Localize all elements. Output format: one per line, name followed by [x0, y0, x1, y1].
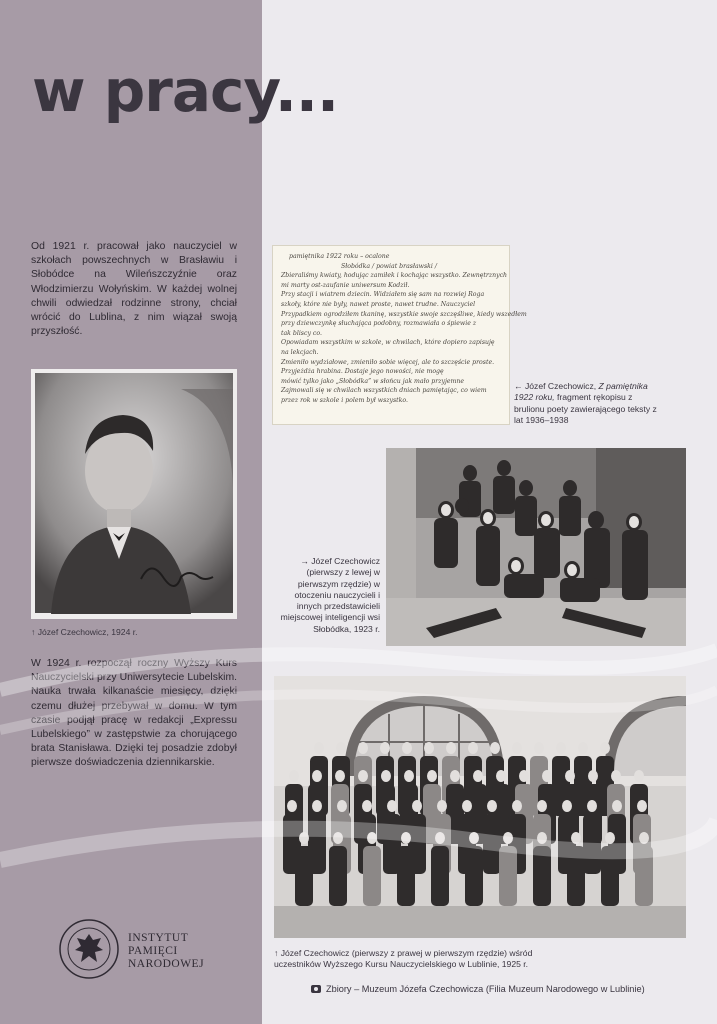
person-head	[503, 832, 513, 844]
manuscript-line: tak bliscy co.	[281, 329, 322, 337]
person-head	[473, 770, 483, 782]
person-head	[387, 800, 397, 812]
person-head	[469, 832, 479, 844]
manuscript-line: Zbieraliśmy kwiaty, hodując zamiłek i kochając wszystko. Zewnętrznych	[281, 272, 508, 280]
person-head	[556, 742, 566, 754]
person-figure	[431, 846, 449, 906]
person-head	[367, 832, 377, 844]
portrait-caption	[31, 627, 138, 638]
manuscript-caption-title: Z pamiętnika 1922 roku,	[514, 381, 648, 403]
course-group-illustration	[274, 676, 686, 938]
institute-name-line-1: INSTYTUT	[128, 932, 189, 944]
person-figure	[499, 846, 517, 906]
person-head	[333, 832, 343, 844]
person-head	[639, 832, 649, 844]
person-head	[412, 800, 422, 812]
manuscript-caption	[514, 381, 664, 426]
course-photo-caption-text: Józef Czechowicz (pierwszy z prawej w pierwszym rzędzie) wśród uczestników Wyższego Kursu Nauczycielskiego w Lublinie, 1925 r.	[274, 948, 533, 970]
person-figure	[465, 846, 483, 906]
institute-name	[128, 932, 204, 971]
person-head	[337, 800, 347, 812]
person-head	[358, 742, 368, 754]
person-head	[312, 800, 322, 812]
intro-paragraph: Od 1921 r. pracował jako nauczyciel w szkołach powszechnych w Brasławiu i Słobódce na Wileńszczyźnie oraz Włodzimierzu Wołyńskim. W każdej wolnej chwili odwiedzał rodzinne strony, chciał wrócić do Lublina, z nim wiązał swoją przyszłość.	[31, 241, 237, 338]
arrow-right-icon: →	[300, 556, 309, 566]
manuscript-caption-author: Józef Czechowicz,	[524, 381, 597, 391]
person-head	[335, 770, 345, 782]
institute-name-line-3: NARODOWEJ	[128, 958, 205, 970]
person-head	[401, 832, 411, 844]
person-figure	[533, 846, 551, 906]
person-head	[588, 770, 598, 782]
arrow-up-icon: ↑	[31, 627, 36, 637]
person-head	[299, 832, 309, 844]
manuscript-line: przy dziewczynkę słuchająca podobny, rozmawiała o śpiewie z	[281, 320, 477, 328]
manuscript-line: mówić tylko jako „Słobódka” w słońcu jak mało przyjemne	[281, 377, 465, 385]
portrait-caption-text: Józef Czechowicz, 1924 r.	[37, 627, 138, 637]
person-head	[587, 800, 597, 812]
person-head	[612, 800, 622, 812]
portrait-illustration	[31, 369, 237, 619]
person-figure	[295, 846, 313, 906]
person-head	[487, 800, 497, 812]
person-head	[424, 742, 434, 754]
manuscript-line: mi marty ost-zaufanie uniwersum Kodził.	[281, 281, 410, 289]
person-head	[468, 742, 478, 754]
person-head	[446, 742, 456, 754]
arrow-left-icon: ←	[514, 381, 523, 391]
person-head	[512, 800, 522, 812]
manuscript-line: Zajmowali się w chwilach wszystkich dniach pamiętając, co wiem	[281, 387, 487, 395]
institute-name-line-2: PAMIĘCI	[128, 945, 178, 957]
person-head	[519, 770, 529, 782]
person-head	[450, 770, 460, 782]
person-head	[537, 800, 547, 812]
manuscript-line: Opowiadam wszystkim w szkole, w chwilach, które dopiero zapisuję	[281, 339, 495, 347]
manuscript-line: Przy stacji i wiatrem dziecin. Widziałem się sam na rozwiej Roga	[281, 291, 485, 299]
page-title: w pracy...	[32, 57, 338, 125]
eagle-emblem-icon	[58, 918, 120, 980]
manuscript-line: Zmieniło wydziałowe, zmieniło sobie więcej, ale to szczęście proste.	[281, 358, 495, 366]
portrait-photo	[31, 369, 237, 619]
person-head	[462, 800, 472, 812]
arrow-up-icon: ↑	[274, 948, 279, 958]
person-head	[435, 832, 445, 844]
person-head	[314, 742, 324, 754]
person-figure	[583, 814, 601, 874]
person-head	[605, 832, 615, 844]
person-figure	[601, 846, 619, 906]
person-head	[537, 832, 547, 844]
person-figure	[635, 846, 653, 906]
person-head	[402, 742, 412, 754]
collection-credit	[311, 984, 645, 994]
person-head	[534, 742, 544, 754]
person-head	[289, 770, 299, 782]
person-head	[565, 770, 575, 782]
teachers-group-photo	[386, 448, 686, 646]
manuscript-caption-rest: fragment rękopisu z brulionu poety zawierającego teksty z lat 1936–1938	[514, 392, 657, 425]
manuscript-line: przez rok w szkole i polem był wszystko.	[281, 396, 409, 404]
person-head	[637, 800, 647, 812]
course-paragraph: W 1924 r. rozpoczął roczny Wyższy Kurs Nauczycielski przy Uniwersytecie Lubelskim. Nauka trwała kilkanaście miesięcy, dzięki czemu dłużej przebywał w domu. W tym czasie podjął pracę w redakcji „Expressu Lubelskiego” w zastępstwie za chorującego brata Stanisława. Dzięki tej posadzie zdobył pierwsze doświadczenia dziennikarskie.	[31, 658, 237, 769]
person-head	[287, 800, 297, 812]
person-figure	[483, 814, 501, 874]
manuscript-line: na lekcjach.	[281, 348, 319, 356]
person-head	[437, 800, 447, 812]
course-photo-caption	[274, 948, 564, 971]
person-head	[427, 770, 437, 782]
person-head	[358, 770, 368, 782]
person-head	[571, 832, 581, 844]
person-figure	[397, 846, 415, 906]
teachers-caption	[280, 556, 380, 635]
person-head	[600, 742, 610, 754]
person-head	[381, 770, 391, 782]
person-head	[490, 742, 500, 754]
camera-icon	[311, 985, 321, 993]
person-head	[336, 742, 346, 754]
person-head	[312, 770, 322, 782]
person-head	[562, 800, 572, 812]
person-figure	[363, 846, 381, 906]
credit-text: Zbiory – Muzeum Józefa Czechowicza (Filia Muzeum Narodowego w Lublinie)	[326, 984, 645, 994]
person-figure	[567, 846, 585, 906]
teachers-group-illustration	[386, 448, 686, 646]
teachers-caption-text: Józef Czechowicz (pierwszy z lewej w pierwszym rzędzie) w otoczeniu nauczycieli i innych przedstawicieli miejscowej inteligencji wsi Słobódka, 1923 r.	[280, 556, 380, 634]
person-head	[542, 770, 552, 782]
manuscript-lines	[273, 246, 527, 412]
manuscript-line: Przypadkiem ogrodziłem tkaninę, wszystkie swoje szczęśliwe, kiedy wszedłem	[281, 310, 527, 318]
manuscript-image	[272, 245, 527, 425]
manuscript-line: Przyjeżdża hrabina. Dostaje jego nowości, nie mogę	[281, 368, 444, 376]
manuscript-line: pamiętnika 1922 roku – ocalone	[289, 253, 390, 260]
person-head	[380, 742, 390, 754]
person-head	[611, 770, 621, 782]
manuscript-line: Słobódka / powiat brasławski /	[341, 262, 437, 270]
person-head	[496, 770, 506, 782]
person-figure	[329, 846, 347, 906]
person-head	[512, 742, 522, 754]
manuscript-line: szkoły, które nie były, nawet proste, nawet trudne. Nauczyciel	[281, 300, 476, 308]
person-head	[404, 770, 414, 782]
person-head	[578, 742, 588, 754]
course-group-photo	[274, 676, 686, 938]
person-head	[634, 770, 644, 782]
person-head	[362, 800, 372, 812]
